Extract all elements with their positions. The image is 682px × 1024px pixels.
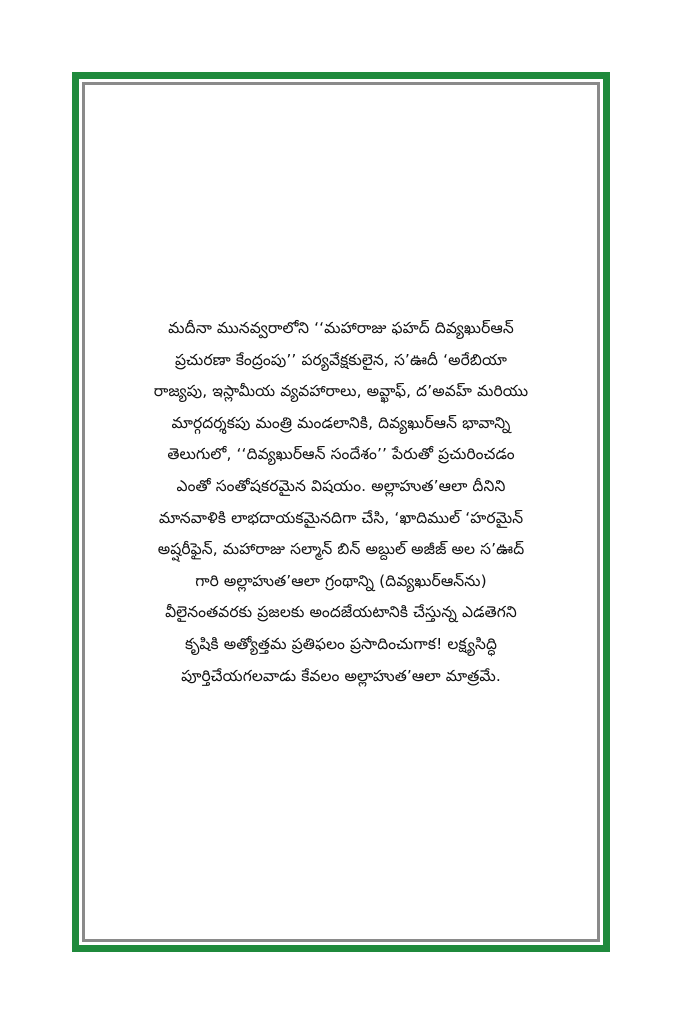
paragraph-line: పూర్తిచేయగలవాడు కేవలం అల్లాహుత’ఆలా మాత్రమే. <box>181 666 501 685</box>
body-paragraph <box>111 313 571 692</box>
paragraph-line: మానవాళికి లాభదాయకమైనదిగా చేసి, ‘ఖాదిముల్ ‘హరమైన్ <box>158 508 524 527</box>
paragraph-line: మార్గదర్శకపు మంత్రి మండలానికి, దివ్యఖుర్ఆన్ భావాన్ని <box>171 413 511 432</box>
paragraph-line: వీలైనంతవరకు ప్రజలకు అందజేయటానికి చేస్తున్న ఎడతెగని <box>165 603 517 622</box>
paragraph-line: తెలుగులో, ‘‘దివ్యఖుర్ఆన్ సందేశం’’ పేరుతో ప్రచురించడం <box>167 445 515 464</box>
paragraph-line: ప్రచురణా కేంద్రంపు’’ పర్యవేక్షకులైన, స’ఊదీ ‘అరేబియా <box>175 350 507 369</box>
paragraph-line: గారి అల్లాహుత’ఆలా గ్రంథాన్ని (దివ్యఖుర్ఆన్‌ను) <box>195 571 487 590</box>
page-border-gap <box>79 79 603 945</box>
paragraph-line: అష్షరీఫైన్, మహారాజు సల్మాన్ బిన్ అబ్దుల్ అజీజ్ అల స’ఊద్ <box>157 540 525 559</box>
paragraph-line: రాజ్యపు, ఇస్లామీయ వ్యవహారాలు, అవ్ఖాఫ్, ద’అవహ్ మరియు <box>153 382 529 401</box>
paragraph-line: మదీనా మునవ్వరాలోని ‘‘మహారాజు ఫహద్ దివ్యఖుర్ఆన్ <box>168 319 514 337</box>
page-border-gray <box>82 82 600 942</box>
paragraph-line: ఎంతో సంతోషకరమైన విషయం. అల్లాహుత’ఆలా దీనిని <box>176 476 506 495</box>
paragraph-line: కృషికి అత్యోత్తమ ప్రతిఫలం ప్రసాదించుగాక! లక్ష్యసిద్ధి <box>185 634 497 653</box>
page-border-green <box>72 72 610 952</box>
